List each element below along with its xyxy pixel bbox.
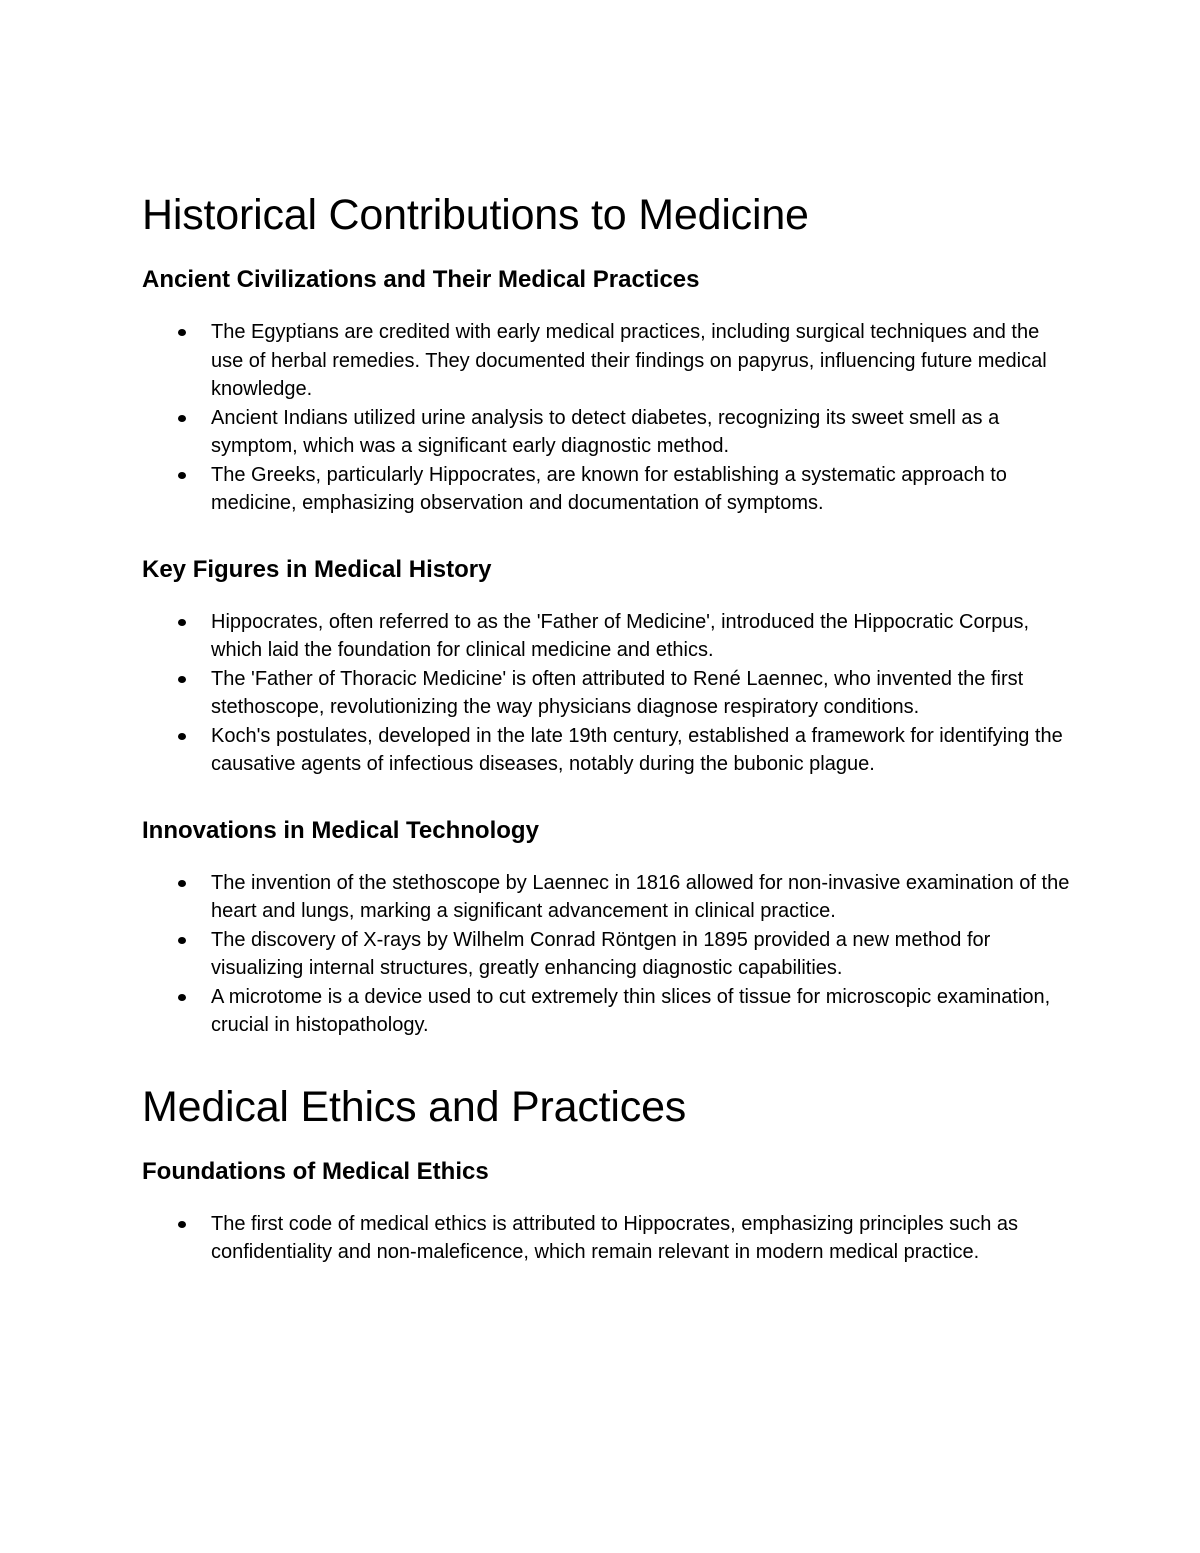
list-item — [142, 722, 1077, 779]
bullet-icon — [178, 1221, 186, 1228]
list-item — [142, 318, 1077, 404]
bullet-list — [142, 1210, 1077, 1267]
list-item-text: Ancient Indians utilized urine analysis to detect diabetes, recognizing its sweet smell as a symptom, which was a significant early diagnostic method. — [211, 406, 1000, 457]
bullet-icon — [178, 880, 186, 887]
bullet-icon — [178, 676, 186, 683]
bullet-icon — [178, 415, 186, 422]
section-innovations — [142, 815, 1077, 1040]
bullet-icon — [178, 472, 186, 479]
bullet-icon — [178, 733, 186, 740]
section-heading: Innovations in Medical Technology — [142, 816, 539, 844]
section-heading: Ancient Civilizations and Their Medical Practices — [142, 266, 700, 293]
list-item — [142, 869, 1077, 926]
section-heading: Key Figures in Medical History — [142, 555, 492, 583]
section-key-figures — [142, 554, 1077, 779]
bullet-list — [142, 869, 1077, 1040]
list-item — [142, 404, 1077, 461]
section-foundations-ethics — [142, 1156, 1077, 1267]
list-item — [142, 665, 1077, 722]
list-item-text: The 'Father of Thoracic Medicine' is often attributed to René Laennec, who invented the first stethoscope, revolutionizing the way physicians diagnose respiratory conditions. — [211, 667, 1024, 718]
section-ancient-civilizations — [142, 264, 1077, 518]
list-item-text: The first code of medical ethics is attributed to Hippocrates, emphasizing principles such as confidentiality and non-maleficence, which remain relevant in modern medical practice. — [211, 1212, 1019, 1263]
list-item-text: The Greeks, particularly Hippocrates, are known for establishing a systematic approach to medicine, emphasizing observation and documentation of symptoms. — [211, 463, 1007, 514]
bullet-icon — [178, 619, 186, 626]
list-item-text: The discovery of X-rays by Wilhelm Conrad Röntgen in 1895 provided a new method for visualizing internal structures, greatly enhancing diagnostic capabilities. — [211, 928, 991, 979]
bullet-icon — [178, 329, 186, 336]
bullet-list — [142, 318, 1077, 518]
list-item — [142, 1210, 1077, 1267]
list-item-text: The invention of the stethoscope by Laennec in 1816 allowed for non-invasive examination of the heart and lungs, marking a significant advancement in clinical practice. — [211, 871, 1070, 922]
bullet-icon — [178, 937, 186, 944]
list-item-text: A microtome is a device used to cut extremely thin slices of tissue for microscopic examination, crucial in histopathology. — [211, 985, 1051, 1036]
bullet-list — [142, 608, 1077, 779]
list-item-text: The Egyptians are credited with early medical practices, including surgical techniques and the use of herbal remedies. They documented their findings on papyrus, influencing future medical knowledge. — [211, 321, 1047, 400]
chapter-title: Medical Ethics and Practices — [142, 1082, 687, 1131]
list-item — [142, 926, 1077, 983]
list-item — [142, 608, 1077, 665]
document-content — [142, 188, 1077, 1267]
list-item — [142, 461, 1077, 518]
bullet-icon — [178, 994, 186, 1001]
chapter-title: Historical Contributions to Medicine — [142, 191, 809, 239]
list-item-text: Koch's postulates, developed in the late 19th century, established a framework for identifying the causative agents of infectious diseases, notably during the bubonic plague. — [211, 724, 1063, 775]
list-item-text: Hippocrates, often referred to as the 'Father of Medicine', introduced the Hippocratic Corpus, which laid the foundation for clinical medicine and ethics. — [211, 610, 1030, 661]
section-heading: Foundations of Medical Ethics — [142, 1157, 489, 1185]
list-item — [142, 983, 1077, 1040]
